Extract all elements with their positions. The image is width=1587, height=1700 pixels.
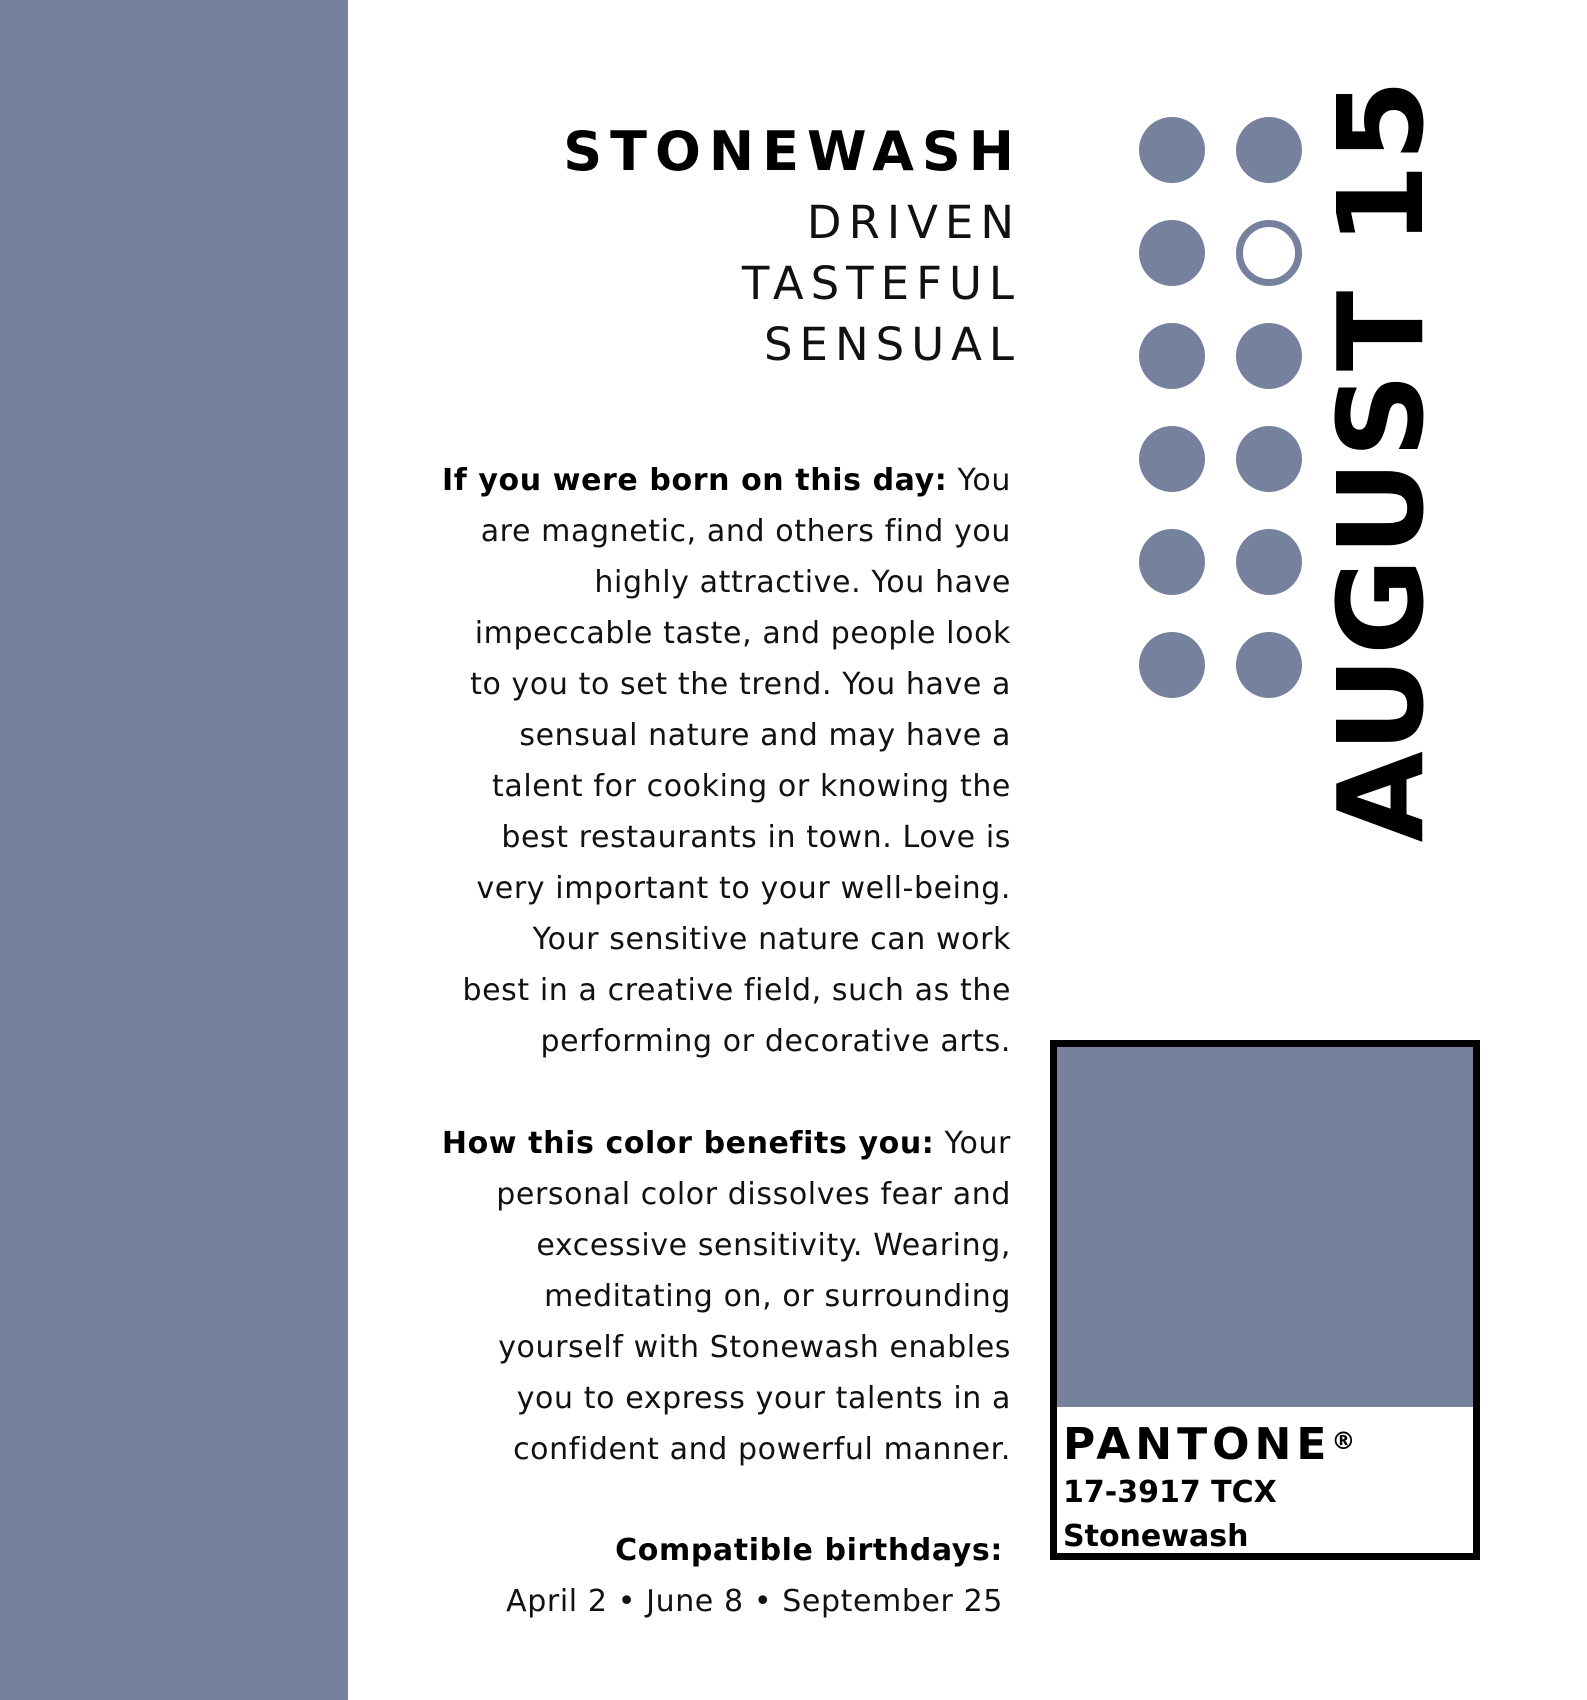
filled-dot xyxy=(1139,632,1205,698)
date-wrap xyxy=(1312,77,1450,843)
born-paragraph xyxy=(431,455,1011,1067)
benefit-line: you to express your talents in a xyxy=(516,1381,1011,1416)
born-label: If you were born on this day: xyxy=(441,463,948,498)
swatch-color-block xyxy=(1057,1047,1473,1407)
born-line: Your sensitive nature can work xyxy=(532,922,1011,957)
born-line: If you were born on this day: You xyxy=(441,463,1011,498)
trait-3: SENSUAL xyxy=(763,318,1021,371)
pantone-color-name: Stonewash xyxy=(1063,1519,1249,1554)
filled-dot xyxy=(1236,323,1302,389)
filled-dot xyxy=(1139,426,1205,492)
filled-dot xyxy=(1236,117,1302,183)
filled-dot xyxy=(1139,529,1205,595)
color-name-title: STONEWASH xyxy=(563,120,1022,183)
born-line: to you to set the trend. You have a xyxy=(470,667,1011,702)
hollow-dot xyxy=(1236,220,1302,286)
trait-2: TASTEFUL xyxy=(741,257,1021,310)
born-line: performing or decorative arts. xyxy=(540,1024,1011,1059)
benefit-line: meditating on, or surrounding xyxy=(544,1279,1011,1314)
compatible-birthdays xyxy=(506,1525,1003,1627)
benefit-line: personal color dissolves fear and xyxy=(496,1177,1011,1212)
benefit-line: yourself with Stonewash enables xyxy=(498,1330,1011,1365)
born-line: best restaurants in town. Love is xyxy=(501,820,1011,855)
filled-dot xyxy=(1236,426,1302,492)
filled-dot xyxy=(1139,220,1205,286)
benefit-line: confident and powerful manner. xyxy=(513,1432,1011,1467)
benefit-label: How this color benefits you: xyxy=(441,1126,935,1161)
born-line: highly attractive. You have xyxy=(594,565,1011,600)
color-side-band xyxy=(0,0,348,1700)
filled-dot xyxy=(1139,117,1205,183)
pantone-brand: PANTONE® xyxy=(1063,1419,1356,1470)
benefit-paragraph xyxy=(431,1118,1011,1475)
compatible-title: Compatible birthdays: xyxy=(615,1533,1003,1568)
born-line: talent for cooking or knowing the xyxy=(491,769,1011,804)
date-label: AUGUST 15 xyxy=(1312,77,1450,843)
filled-dot xyxy=(1236,632,1302,698)
benefit-line: excessive sensitivity. Wearing, xyxy=(536,1228,1011,1263)
born-line: are magnetic, and others find you xyxy=(480,514,1011,549)
dot-grid xyxy=(1139,117,1303,697)
benefit-line: How this color benefits you: Your xyxy=(441,1126,1011,1161)
swatch-label xyxy=(1063,1419,1355,1559)
trait-list xyxy=(563,192,1021,375)
header xyxy=(563,118,1022,375)
pantone-code: 17-3917 TCX xyxy=(1063,1475,1277,1510)
filled-dot xyxy=(1139,323,1205,389)
born-line: best in a creative field, such as the xyxy=(462,973,1011,1008)
compatible-dates: April 2 • June 8 • September 25 xyxy=(506,1584,1003,1619)
registered-mark: ® xyxy=(1331,1427,1356,1455)
pantone-swatch-card xyxy=(1050,1040,1480,1560)
born-line: very important to your well-being. xyxy=(476,871,1011,906)
born-line: sensual nature and may have a xyxy=(519,718,1011,753)
born-line: impeccable taste, and people look xyxy=(474,616,1011,651)
filled-dot xyxy=(1236,529,1302,595)
trait-1: DRIVEN xyxy=(806,196,1021,249)
